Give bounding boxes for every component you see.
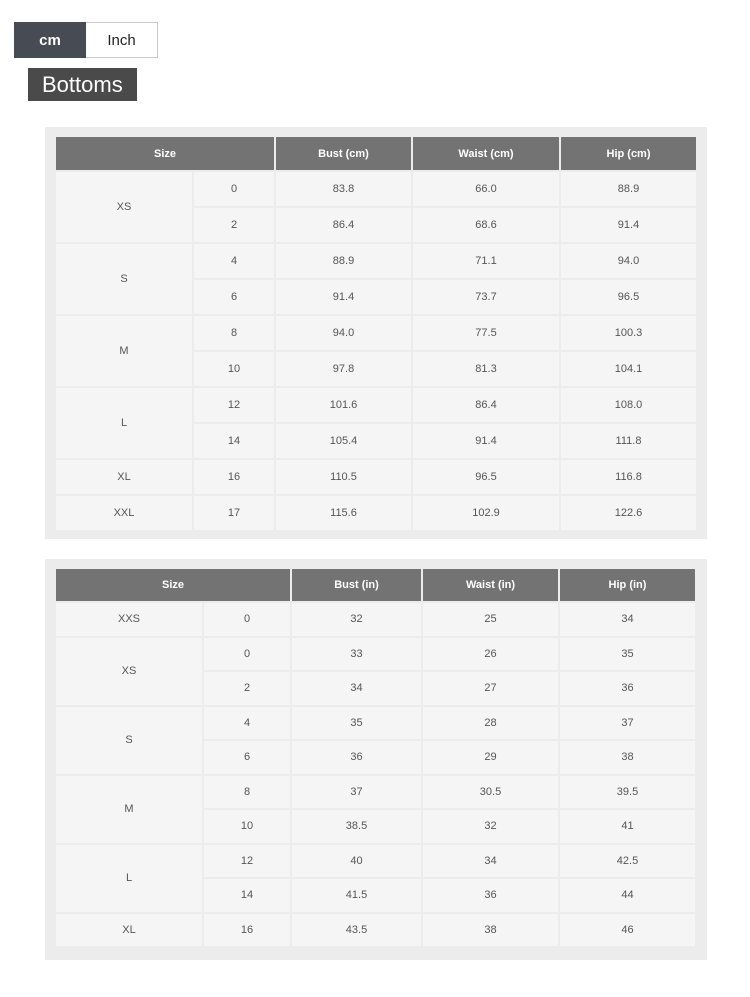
waist-cell: 91.4	[413, 424, 559, 458]
size-label: XXS	[56, 603, 202, 636]
bust-cell: 36	[292, 741, 421, 774]
column-header: Size	[56, 137, 274, 170]
waist-cell: 66.0	[413, 172, 559, 206]
hip-cell: 91.4	[561, 208, 696, 242]
numeric-size-cell: 6	[204, 741, 290, 774]
numeric-size-cell: 0	[204, 603, 290, 636]
waist-cell: 36	[423, 879, 558, 912]
inch-size-table	[54, 567, 697, 948]
inch-size-table-panel	[45, 559, 707, 960]
waist-cell: 26	[423, 638, 558, 671]
bust-cell: 88.9	[276, 244, 411, 278]
waist-cell: 71.1	[413, 244, 559, 278]
hip-cell: 35	[560, 638, 695, 671]
bust-cell: 110.5	[276, 460, 411, 494]
bust-cell: 37	[292, 776, 421, 809]
table-row	[56, 496, 696, 530]
numeric-size-cell: 0	[204, 638, 290, 671]
unit-toggle	[14, 22, 158, 58]
waist-cell: 96.5	[413, 460, 559, 494]
bust-cell: 38.5	[292, 810, 421, 843]
numeric-size-cell: 2	[194, 208, 274, 242]
cm-size-table	[54, 135, 698, 532]
table-row	[56, 914, 695, 947]
size-label: XL	[56, 460, 192, 494]
hip-cell: 44	[560, 879, 695, 912]
cm-size-table-panel	[45, 127, 707, 539]
table-row	[56, 845, 695, 878]
size-label: L	[56, 388, 192, 458]
bust-cell: 115.6	[276, 496, 411, 530]
waist-cell: 29	[423, 741, 558, 774]
waist-cell: 28	[423, 707, 558, 740]
numeric-size-cell: 12	[204, 845, 290, 878]
hip-cell: 94.0	[561, 244, 696, 278]
size-label: M	[56, 776, 202, 843]
hip-cell: 111.8	[561, 424, 696, 458]
table-row	[56, 244, 696, 278]
waist-cell: 77.5	[413, 316, 559, 350]
hip-cell: 34	[560, 603, 695, 636]
column-header: Bust (cm)	[276, 137, 411, 170]
bust-cell: 40	[292, 845, 421, 878]
table-header-row	[56, 569, 695, 601]
cm-button[interactable]: cm	[14, 22, 86, 58]
waist-cell: 73.7	[413, 280, 559, 314]
hip-cell: 104.1	[561, 352, 696, 386]
waist-cell: 30.5	[423, 776, 558, 809]
column-header: Hip (cm)	[561, 137, 696, 170]
hip-cell: 116.8	[561, 460, 696, 494]
column-header: Bust (in)	[292, 569, 421, 601]
bust-cell: 97.8	[276, 352, 411, 386]
column-header: Size	[56, 569, 290, 601]
bust-cell: 83.8	[276, 172, 411, 206]
waist-cell: 68.6	[413, 208, 559, 242]
waist-cell: 38	[423, 914, 558, 947]
hip-cell: 100.3	[561, 316, 696, 350]
numeric-size-cell: 16	[204, 914, 290, 947]
waist-cell: 81.3	[413, 352, 559, 386]
bust-cell: 94.0	[276, 316, 411, 350]
hip-cell: 37	[560, 707, 695, 740]
bust-cell: 105.4	[276, 424, 411, 458]
hip-cell: 46	[560, 914, 695, 947]
bust-cell: 32	[292, 603, 421, 636]
bust-cell: 43.5	[292, 914, 421, 947]
size-label: XS	[56, 638, 202, 705]
table-row	[56, 388, 696, 422]
table-row	[56, 460, 696, 494]
numeric-size-cell: 14	[204, 879, 290, 912]
numeric-size-cell: 8	[204, 776, 290, 809]
waist-cell: 86.4	[413, 388, 559, 422]
bust-cell: 33	[292, 638, 421, 671]
table-row	[56, 707, 695, 740]
bust-cell: 101.6	[276, 388, 411, 422]
column-header: Waist (in)	[423, 569, 558, 601]
table-row	[56, 638, 695, 671]
numeric-size-cell: 10	[194, 352, 274, 386]
size-label: L	[56, 845, 202, 912]
bust-cell: 86.4	[276, 208, 411, 242]
numeric-size-cell: 12	[194, 388, 274, 422]
size-label: S	[56, 244, 192, 314]
column-header: Hip (in)	[560, 569, 695, 601]
waist-cell: 34	[423, 845, 558, 878]
numeric-size-cell: 14	[194, 424, 274, 458]
numeric-size-cell: 17	[194, 496, 274, 530]
bust-cell: 91.4	[276, 280, 411, 314]
inch-button[interactable]: Inch	[86, 22, 158, 58]
section-title: Bottoms	[28, 68, 137, 101]
numeric-size-cell: 8	[194, 316, 274, 350]
size-label: S	[56, 707, 202, 774]
size-label: M	[56, 316, 192, 386]
hip-cell: 42.5	[560, 845, 695, 878]
hip-cell: 88.9	[561, 172, 696, 206]
numeric-size-cell: 2	[204, 672, 290, 705]
table-row	[56, 603, 695, 636]
table-row	[56, 316, 696, 350]
column-header: Waist (cm)	[413, 137, 559, 170]
hip-cell: 96.5	[561, 280, 696, 314]
table-header-row	[56, 137, 696, 170]
bust-cell: 41.5	[292, 879, 421, 912]
waist-cell: 27	[423, 672, 558, 705]
bust-cell: 34	[292, 672, 421, 705]
waist-cell: 25	[423, 603, 558, 636]
numeric-size-cell: 16	[194, 460, 274, 494]
size-label: XL	[56, 914, 202, 947]
numeric-size-cell: 4	[204, 707, 290, 740]
hip-cell: 41	[560, 810, 695, 843]
hip-cell: 108.0	[561, 388, 696, 422]
bust-cell: 35	[292, 707, 421, 740]
size-label: XXL	[56, 496, 192, 530]
waist-cell: 32	[423, 810, 558, 843]
size-label: XS	[56, 172, 192, 242]
numeric-size-cell: 10	[204, 810, 290, 843]
numeric-size-cell: 4	[194, 244, 274, 278]
hip-cell: 39.5	[560, 776, 695, 809]
waist-cell: 102.9	[413, 496, 559, 530]
hip-cell: 36	[560, 672, 695, 705]
table-row	[56, 776, 695, 809]
hip-cell: 38	[560, 741, 695, 774]
numeric-size-cell: 0	[194, 172, 274, 206]
table-row	[56, 172, 696, 206]
hip-cell: 122.6	[561, 496, 696, 530]
numeric-size-cell: 6	[194, 280, 274, 314]
